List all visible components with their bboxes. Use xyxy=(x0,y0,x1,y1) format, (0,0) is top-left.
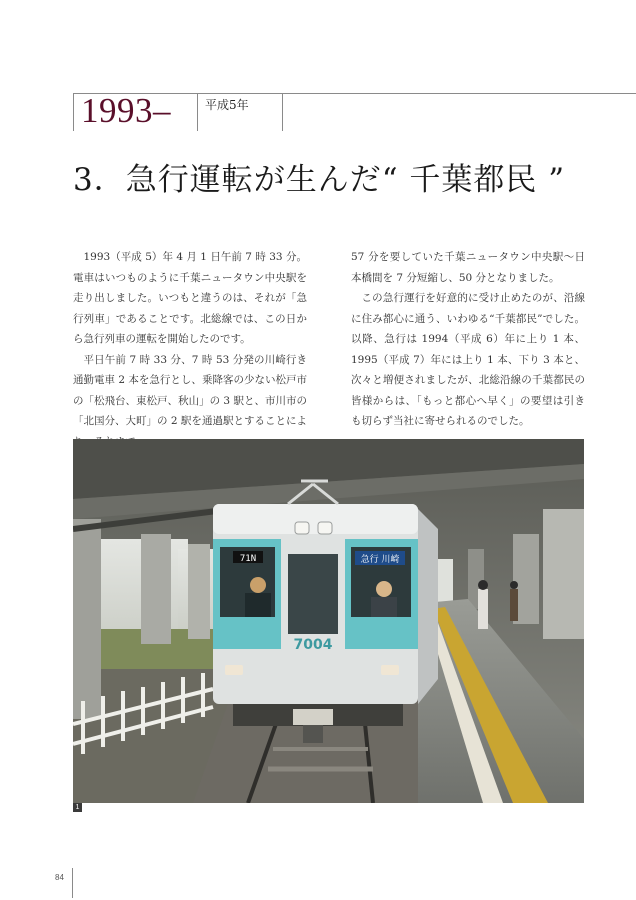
station-train-photo xyxy=(73,439,584,803)
header-left-border xyxy=(73,93,74,131)
paragraph-continued: 57 分を要していた千葉ニュータウン中央駅～日本橋間を 7 分短縮し、50 分となりました。 xyxy=(351,251,585,284)
paragraph: 平日午前 7 時 33 分、7 時 53 分発の川崎行き通勤電車 2 本を急行とし、乗降客の少ない松戸市の「松飛台、東松戸、秋山」の 3 駅と、市川市の「北国分、大町」の 2 駅を通過駅とすることによ xyxy=(73,353,307,427)
section-title: 3．急行運転が生んだ“ 千葉都民 ” xyxy=(73,162,566,198)
run-number-sign: 71N xyxy=(239,554,257,564)
train-illustration xyxy=(73,439,584,803)
header-divider xyxy=(197,93,198,131)
body-column-left xyxy=(73,247,307,452)
body-column-right xyxy=(351,247,585,432)
page-number-rule xyxy=(72,868,73,898)
paragraph: この急行運行を好意的に受け止めたのが、沿線に住み都心に通う、いわゆる“千葉都民”でした。以降、急行は 1994（平成 6）年に上り 1 本、1995（平成 7）年には上り 1 本、下り 3 本と、次々と増便されましたが、北総沿線の千葉都民の皆様からは、「もっと都心へ早く」の要望は引きも切らず当社に寄せられるのでした。 xyxy=(351,292,585,427)
year-heading: 1993– xyxy=(81,91,171,130)
destination-sign: 急行 川崎 xyxy=(360,555,400,565)
train-number: 7004 xyxy=(293,637,333,653)
header-divider-right xyxy=(282,93,283,131)
era-label: 平成5年 xyxy=(205,98,249,112)
photo-number: 1 xyxy=(73,803,82,812)
page-number: 84 xyxy=(55,873,64,882)
paragraph: 1993（平成 5）年 4 月 1 日午前 7 時 33 分。電車はいつものように千葉ニュータウン中央駅を走り出しました。いつもと違うのは、それが「急行列車」であることです。北総線では、この日から急行列車の運転を開始したのです。 xyxy=(73,251,307,345)
